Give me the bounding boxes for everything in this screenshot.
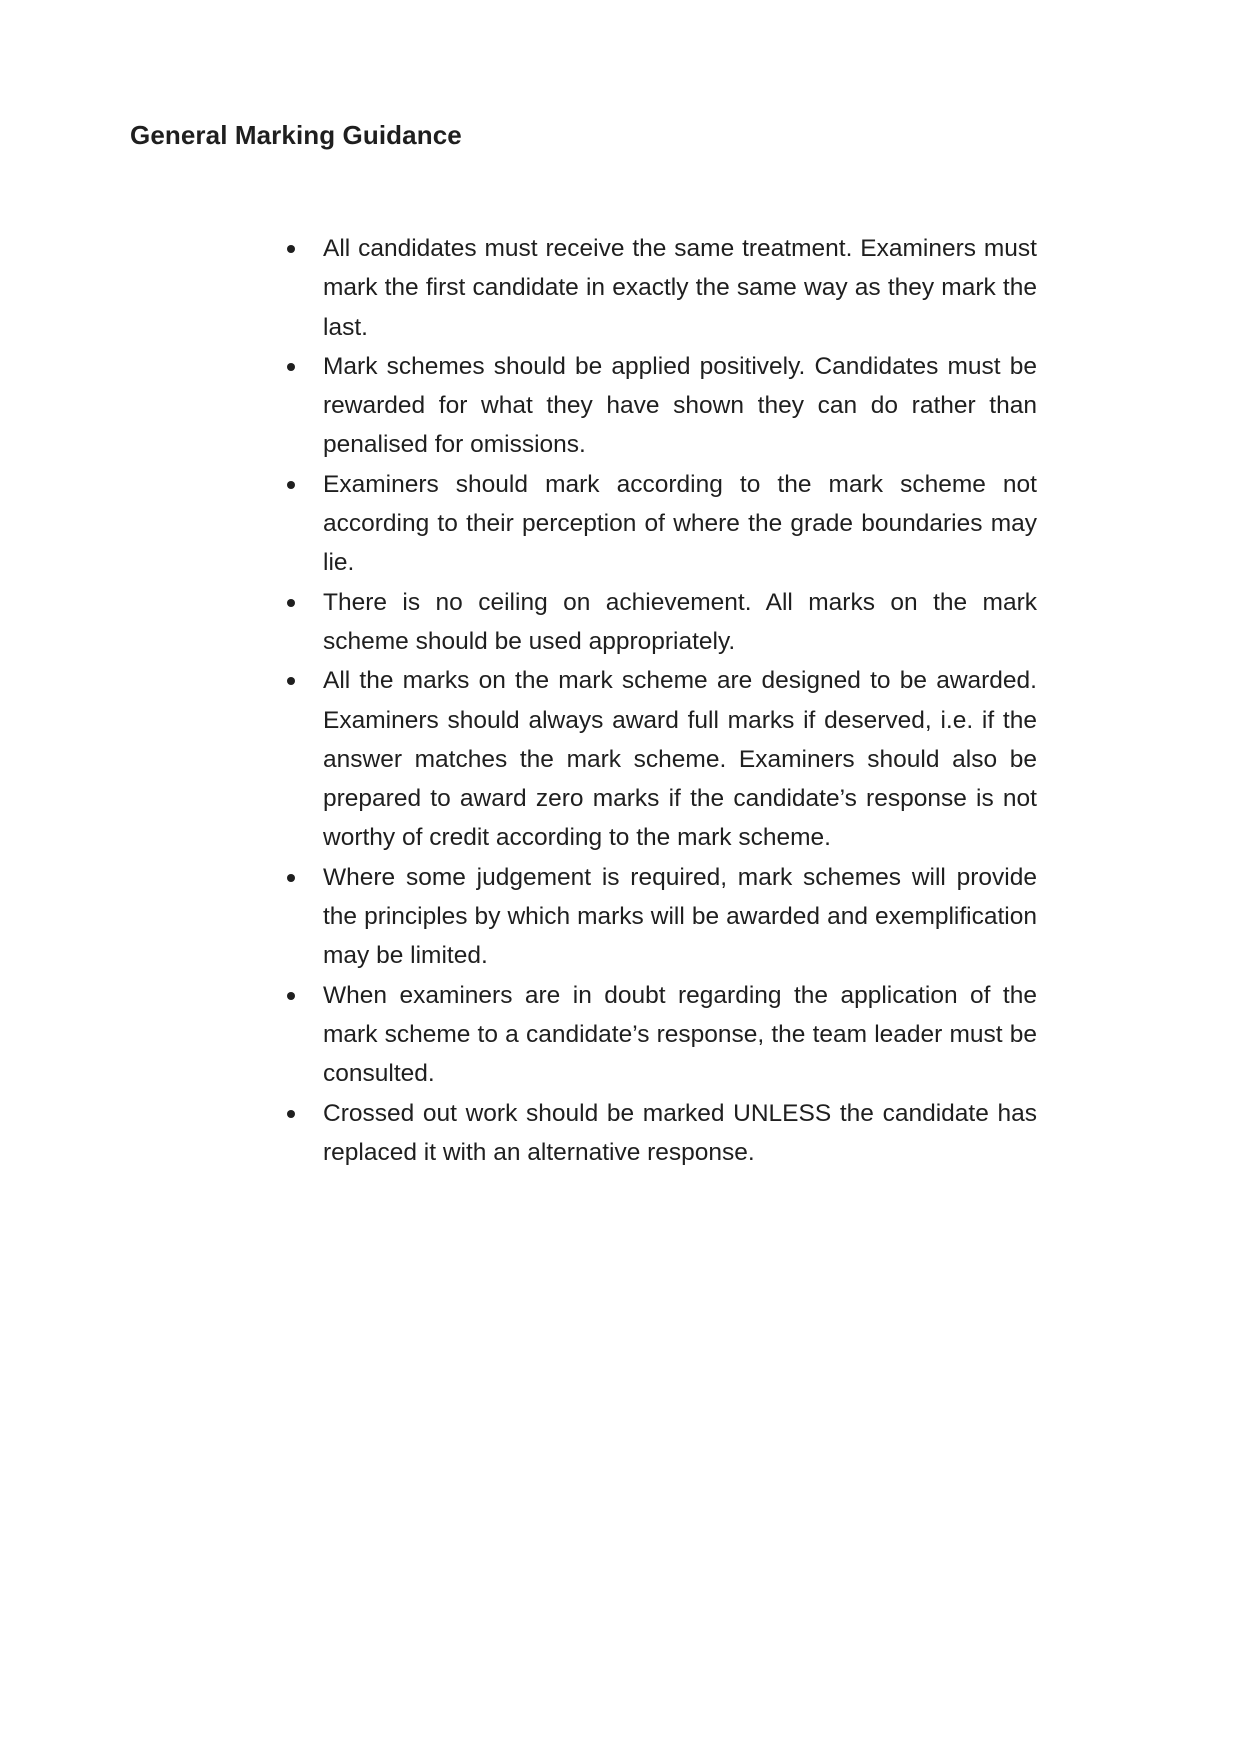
page-title: General Marking Guidance: [130, 120, 462, 150]
bullet-icon: [287, 599, 295, 607]
bullet-icon: [287, 992, 295, 1000]
bullet-icon: [287, 245, 295, 253]
list-item-text: Examiners should mark according to the mark scheme not according to their perception of where the grade boundaries may lie.: [323, 470, 1037, 577]
guidance-list: [285, 229, 1037, 1172]
list-item: [285, 661, 1037, 857]
bullet-icon: [287, 1110, 295, 1118]
list-item: [285, 347, 1037, 465]
list-item: [285, 229, 1037, 347]
list-item: [285, 465, 1037, 583]
bullet-icon: [287, 874, 295, 882]
list-item-text: Where some judgement is required, mark schemes will provide the principles by which marks will be awarded and exemplification may be limited.: [323, 863, 1037, 970]
list-item-text: Mark schemes should be applied positively. Candidates must be rewarded for what they have shown they can do rather than penalised for omissions.: [323, 352, 1037, 459]
list-item: [285, 1094, 1037, 1173]
list-item: [285, 858, 1037, 976]
list-item-text: Crossed out work should be marked UNLESS the candidate has replaced it with an alternative response.: [323, 1099, 1037, 1166]
bullet-icon: [287, 363, 295, 371]
list-item-text: There is no ceiling on achievement. All marks on the mark scheme should be used appropriately.: [323, 588, 1037, 655]
bullet-icon: [287, 677, 295, 685]
bullet-icon: [287, 481, 295, 489]
list-item: [285, 583, 1037, 662]
list-item-text: All candidates must receive the same treatment. Examiners must mark the first candidate in exactly the same way as they mark the last.: [323, 235, 1037, 341]
list-item-text: When examiners are in doubt regarding the application of the mark scheme to a candidate’s response, the team leader must be consulted.: [323, 981, 1037, 1088]
list-item: [285, 976, 1037, 1094]
list-item-text: All the marks on the mark scheme are designed to be awarded. Examiners should always award full marks if deserved, i.e. if the answer matches the mark scheme. Examiners should also be prepared to award zero marks if the candidate’s response is not worthy of credit according to the mark scheme.: [323, 667, 1037, 852]
